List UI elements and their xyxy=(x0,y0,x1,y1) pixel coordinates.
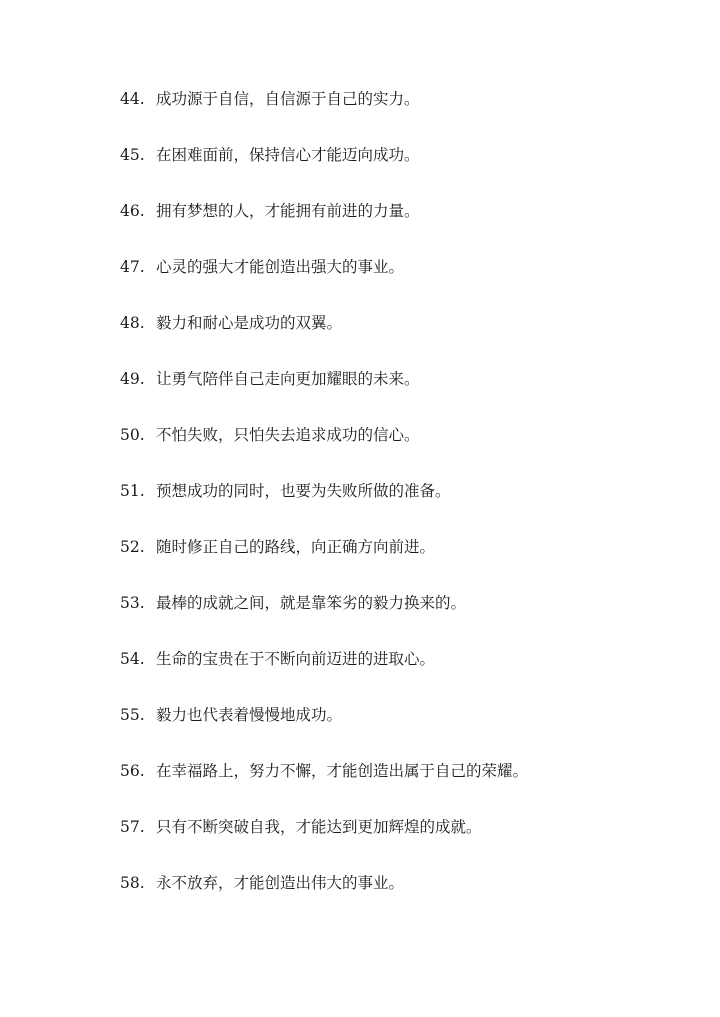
item-number: 58. xyxy=(120,874,145,892)
item-text: 只有不断突破自我，才能达到更加辉煌的成就。 xyxy=(156,818,482,836)
item-number: 48. xyxy=(120,314,145,332)
item-text: 预想成功的同时，也要为失败所做的准备。 xyxy=(156,482,451,500)
item-number: 49. xyxy=(120,370,145,388)
list-item xyxy=(120,366,528,422)
item-number: 44. xyxy=(120,90,145,108)
item-text: 永不放弃，才能创造出伟大的事业。 xyxy=(156,874,405,892)
list-item xyxy=(120,142,528,198)
item-text: 不怕失败，只怕失去追求成功的信心。 xyxy=(156,426,420,444)
item-number: 52. xyxy=(120,538,145,556)
item-text: 毅力和耐心是成功的双翼。 xyxy=(156,314,343,332)
item-number: 50. xyxy=(120,426,145,444)
list-item xyxy=(120,86,528,142)
list-item xyxy=(120,702,528,758)
list-item xyxy=(120,198,528,254)
list-item xyxy=(120,814,528,870)
item-number: 47. xyxy=(120,258,145,276)
item-text: 生命的宝贵在于不断向前迈进的进取心。 xyxy=(156,650,436,668)
list-item xyxy=(120,478,528,534)
item-text: 让勇气陪伴自己走向更加耀眼的未来。 xyxy=(156,370,420,388)
list-item xyxy=(120,870,528,926)
item-text: 成功源于自信，自信源于自己的实力。 xyxy=(156,90,420,108)
item-text: 随时修正自己的路线，向正确方向前进。 xyxy=(156,538,436,556)
item-number: 55. xyxy=(120,706,145,724)
list-item xyxy=(120,254,528,310)
item-number: 45. xyxy=(120,146,145,164)
list-item xyxy=(120,590,528,646)
item-number: 57. xyxy=(120,818,145,836)
list-item xyxy=(120,310,528,366)
item-number: 56. xyxy=(120,762,145,780)
item-text: 在困难面前，保持信心才能迈向成功。 xyxy=(156,146,420,164)
list-item xyxy=(120,534,528,590)
list-item xyxy=(120,758,528,814)
quote-list xyxy=(120,86,528,926)
item-text: 拥有梦想的人，才能拥有前进的力量。 xyxy=(156,202,420,220)
item-number: 46. xyxy=(120,202,145,220)
item-text: 最棒的成就之间，就是靠笨劣的毅力换来的。 xyxy=(156,594,467,612)
list-item xyxy=(120,646,528,702)
item-number: 51. xyxy=(120,482,145,500)
item-number: 54. xyxy=(120,650,145,668)
item-text: 毅力也代表着慢慢地成功。 xyxy=(156,706,343,724)
list-item xyxy=(120,422,528,478)
item-text: 在幸福路上，努力不懈，才能创造出属于自己的荣耀。 xyxy=(156,762,529,780)
item-text: 心灵的强大才能创造出强大的事业。 xyxy=(156,258,405,276)
item-number: 53. xyxy=(120,594,145,612)
